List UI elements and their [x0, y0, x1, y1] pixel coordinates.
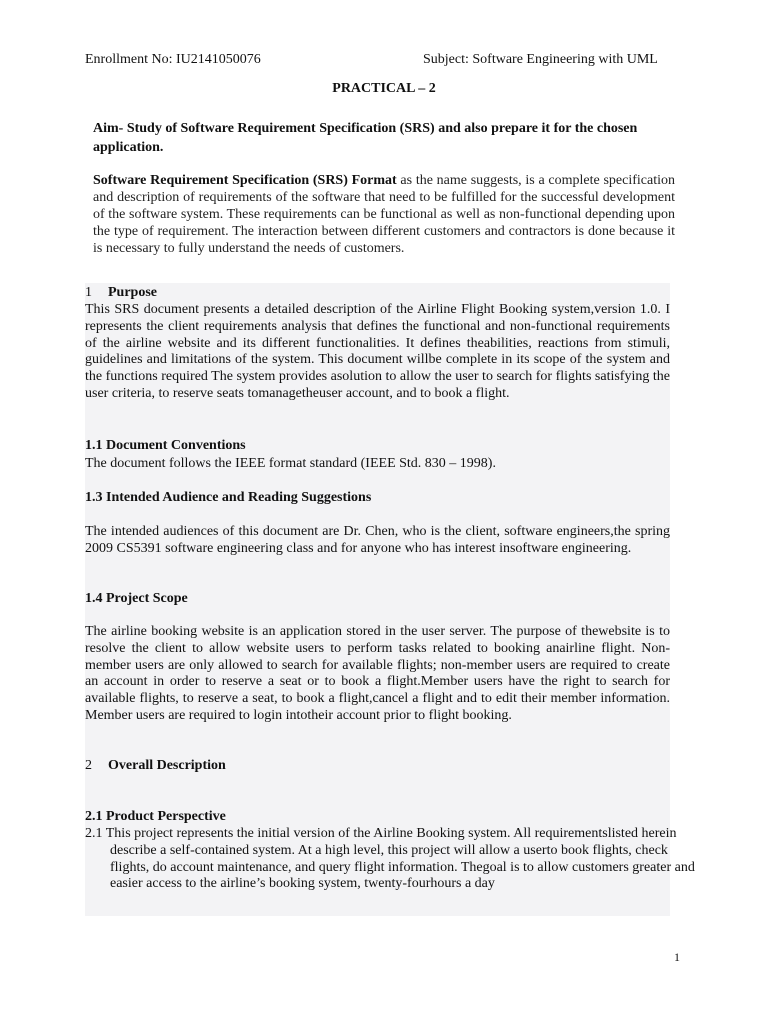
overall-heading [85, 758, 670, 775]
purpose-number: 1 [85, 285, 92, 300]
intro-paragraph [93, 172, 675, 257]
audience-body: The intended audiences of this document are Dr. Chen, who is the client, software engineers,the spring 2009 CS5391 software engineering class and for anyone who has interest insoftware engineering. [85, 524, 670, 556]
perspective-number: 2.1 [85, 826, 103, 841]
conventions-body: The document follows the IEEE format standard (IEEE Std. 830 – 1998). [85, 456, 496, 471]
purpose-heading-text: Purpose [108, 285, 157, 300]
page-title: PRACTICAL – 2 [332, 81, 436, 96]
conventions-heading: 1.1 Document Conventions [85, 438, 246, 453]
intro-lead: Software Requirement Specification (SRS) Format [93, 173, 397, 188]
perspective-heading: 2.1 Product Perspective [85, 809, 226, 824]
page-number: 1 [674, 950, 680, 964]
purpose-body: This SRS document presents a detailed description of the Airline Flight Booking system,version 1.0. I represents the client requirements analysis that defines the functional and non-functional requirements of the airline website and its different functionalities. It defines theabilities, reactions from stimuli, guidelines and limitations of the system. This document willbe complete in its scope of the system and the functions required The system provides asolution to allow the user to search for flights satisfying the user criteria, to reserve seats tomanagetheuser account, and to book a flight. [85, 302, 670, 401]
aim-statement: Aim- Study of Software Requirement Specification (SRS) and also prepare it for the chosen application. [93, 121, 638, 155]
perspective-body [85, 826, 695, 893]
scope-body: The airline booking website is an application stored in the user server. The purpose of thewebsite is to resolve the client to allow website users to perform tasks related to booking anairline flight. Non-member users are only allowed to search for available flights; non-member users are required to create an account in order to reserve a seat or to book a flight.Member users have the right to search for available flights, to reserve a seat, to book a flight,cancel a flight and to edit their member information. Member users are required to login intotheir account prior to flight booking. [85, 624, 670, 723]
overall-heading-text: Overall Description [108, 758, 226, 773]
purpose-heading [85, 285, 670, 302]
scope-heading: 1.4 Project Scope [85, 591, 188, 606]
audience-heading: 1.3 Intended Audience and Reading Suggestions [85, 490, 372, 505]
overall-number: 2 [85, 758, 92, 773]
enrollment-number: Enrollment No: IU2141050076 [85, 52, 261, 67]
subject-header: Subject: Software Engineering with UML [423, 52, 658, 67]
perspective-body-text: This project represents the initial version of the Airline Booking system. All requirementslisted herein describe a self-contained system. At a high level, this project will allow a userto book flights, check flights, do account maintenance, and query flight information. Thegoal is to allow customers greater and easier access to the airline’s booking system, twenty-fourhours a day [105, 826, 695, 892]
intro-text: as the name suggests, is a complete specification and description of requirements of the software that need to be fulfilled for the successful development of the software system. These requirements can be functional as well as non-functional depending upon the type of requirement. The interaction between different customers and contractors is done because it is necessary to fully understand the needs of customers. [93, 173, 675, 256]
